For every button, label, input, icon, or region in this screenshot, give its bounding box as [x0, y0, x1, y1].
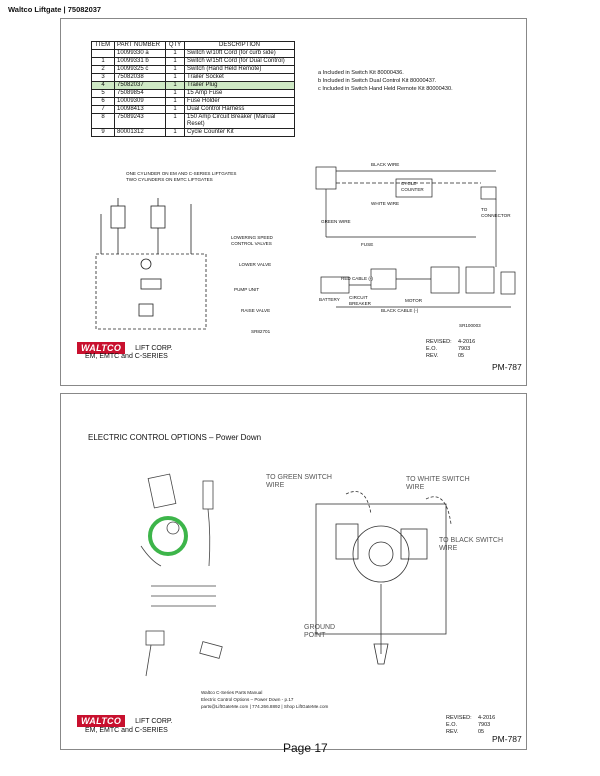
hydraulic-caption-2: TWO CYLINDERS ON EMTC LIFTGATES — [126, 177, 213, 182]
col-part-number: PART NUMBER — [115, 42, 166, 50]
pm-number: PM-787 — [492, 734, 522, 744]
col-qty: QTY — [166, 42, 185, 50]
highlight-circle — [146, 514, 190, 558]
footnote: c Included in Switch Hand Held Remote Kit 80000430. — [318, 86, 453, 92]
to-white-label: TO WHITE SWITCH WIRE — [406, 476, 470, 491]
label-raise: RAISE VALVE — [241, 308, 271, 313]
black-cable: BLACK CABLE (-) — [381, 308, 419, 313]
page-number: Page 17 — [283, 741, 328, 755]
control-assembly — [286, 484, 486, 674]
contact-line[interactable]: parts@LiftGateMe.com | 774.266.8892 | Shop LiftGateMe.com — [201, 704, 329, 709]
ground-point-label: GROUND POINT — [304, 624, 336, 639]
waltco-logo: WALTCO — [77, 715, 125, 727]
table-row: 8 75089243 1 150 Amp Circuit Breaker (Manual Reset) — [92, 114, 295, 129]
label-lowering: LOWERING SPEED CONTROL VALVES — [231, 235, 273, 246]
hydraulic-code: SR82701 — [251, 329, 271, 334]
col-item: ITEM — [92, 42, 115, 50]
hydraulic-caption-1: ONE CYLINDER ON EM AND C-SERIES LIFTGATES — [126, 171, 237, 176]
table-row-highlighted[interactable]: 4 75082037 1 Trailer Plug — [92, 82, 295, 90]
cycle-counter: CYCLE COUNTER — [401, 181, 424, 192]
footnote: b Included in Switch Dual Control Kit 80000437. — [318, 78, 437, 84]
table-row: 5 75089854 1 15 Amp Fuse — [92, 90, 295, 98]
parts-list-panel — [60, 18, 527, 386]
label-pump: PUMP UNIT — [234, 287, 260, 292]
table-row: 2 10099325 c 1 Switch (Hand Held Remote) — [92, 66, 295, 74]
label-lower-valve: LOWER VALVE — [239, 262, 272, 267]
table-row: 7 10098413 1 Dual Control Harness — [92, 106, 295, 114]
red-cable: RED CABLE (-) — [341, 276, 373, 281]
series-label: EM, EMTC and C-SERIES — [85, 353, 168, 360]
parts-table — [91, 41, 295, 137]
revision-block: REVISED: 4-2016 E.O. 7903 REV. 05 — [426, 339, 476, 359]
to-connector: TO CONNECTOR — [481, 207, 511, 218]
section-title: ELECTRIC CONTROL OPTIONS – Power Down — [88, 433, 262, 442]
footer-text: Waltco C-Series Parts Manual Electric Control Options – Power Down - p.17 parts@LiftGateMe.com | 774.266.8892 | Shop LiftGateMe.com — [201, 690, 329, 709]
waltco-logo: WALTCO — [77, 342, 125, 354]
parts-illustration — [121, 466, 251, 686]
brand-block — [77, 715, 173, 727]
table-row: 10099330 a 1 Switch w/10ft Cord (for curb side) — [92, 50, 295, 58]
table-row: 1 10099331 b 1 Switch w/15ft Cord (for Dual Control) — [92, 58, 295, 66]
pm-number: PM-787 — [492, 362, 522, 372]
revision-block: REVISED: 4-2016 E.O. 7903 REV. 05 — [446, 715, 496, 735]
footnotes — [318, 69, 453, 93]
battery-label: BATTERY — [319, 297, 340, 302]
motor-label: MOTOR — [405, 298, 423, 303]
corp-label: LIFT CORP. — [135, 344, 173, 352]
document-header: Waltco Liftgate | 75082037 — [8, 5, 102, 14]
wire-white: WHITE WIRE — [371, 201, 400, 206]
fuse-label: FUSE — [361, 242, 374, 247]
wire-green: GREEN WIRE — [321, 219, 351, 224]
table-row: 9 80001312 1 Cycle Counter Kit — [92, 129, 295, 137]
wire-black: BLACK WIRE — [371, 162, 400, 167]
table-row: 6 10009309 1 Fuse Holder — [92, 98, 295, 106]
col-description: DESCRIPTION — [185, 42, 295, 50]
wiring-code: SR100003 — [459, 323, 481, 328]
control-options-panel — [60, 393, 527, 750]
breaker-label: CIRCUIT BREAKER — [349, 295, 371, 306]
to-black-label: TO BLACK SWITCH WIRE — [439, 537, 504, 552]
to-green-label: TO GREEN SWITCH WIRE — [266, 474, 332, 489]
corp-label: LIFT CORP. — [135, 717, 173, 725]
table-row: 3 75082038 1 Trailer Socket — [92, 74, 295, 82]
series-label: EM, EMTC and C-SERIES — [85, 727, 168, 734]
footnote: a Included in Switch Kit 80000436. — [318, 70, 404, 76]
